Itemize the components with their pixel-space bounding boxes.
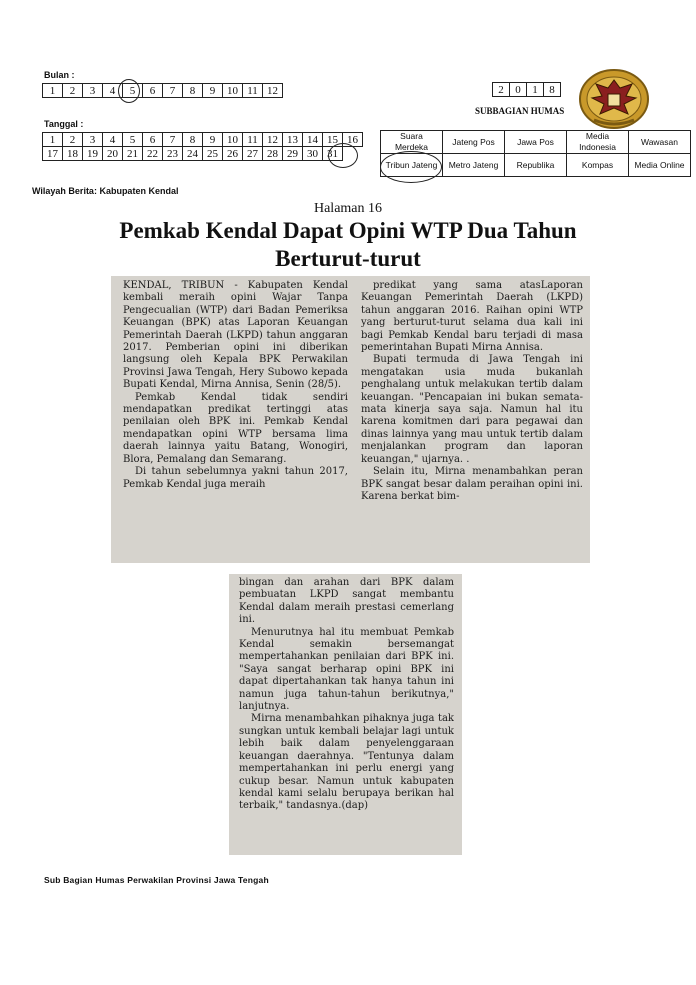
grid-cell: 31 bbox=[323, 147, 343, 161]
grid-cell: 25 bbox=[203, 147, 223, 161]
grid-cell: 4 bbox=[103, 84, 123, 98]
grid-cell: 12 bbox=[263, 133, 283, 147]
footer-text: Sub Bagian Humas Perwakilan Provinsi Jawa Tengah bbox=[44, 875, 269, 885]
grid-cell: 11 bbox=[243, 133, 263, 147]
article-title-line1: Pemkab Kendal Dapat Opini WTP Dua Tahun bbox=[119, 218, 577, 243]
grid-cell: 1 bbox=[527, 83, 544, 97]
grid-cell: 2 bbox=[63, 84, 83, 98]
grid-cell: 2 bbox=[63, 133, 83, 147]
year-grid bbox=[492, 82, 561, 97]
grid-cell: 14 bbox=[303, 133, 323, 147]
grid-cell: 8 bbox=[544, 83, 561, 97]
grid-cell: 11 bbox=[243, 84, 263, 98]
media-republika: Republika bbox=[505, 154, 567, 177]
grid-cell: 3 bbox=[83, 84, 103, 98]
grid-cell: 16 bbox=[343, 133, 363, 147]
grid-cell: 7 bbox=[163, 133, 183, 147]
article-paragraph: KENDAL, TRIBUN - Kabupaten Kendal kembali meraih opini Wajar Tanpa Pengecualian (WTP) dari Badan Pemeriksa Keuangan (BPK) atas Laporan Keuangan Pemerintah Daerah (LKPD) tahun anggaran 2017. Pemberian opini ini diberikan langsung oleh Kepala BPK Perwakilan Provinsi Jawa Tengah, Hery Subowo kepada Bupati Kendal, Mirna Annisa, Senin (28/5). bbox=[123, 280, 348, 391]
article-title-line2: Berturut-turut bbox=[275, 246, 421, 271]
grid-cell: 3 bbox=[83, 133, 103, 147]
bulan-label: Bulan : bbox=[44, 70, 75, 80]
selected-media-circle bbox=[380, 151, 442, 183]
days-grid bbox=[42, 132, 363, 161]
media-kompas: Kompas bbox=[567, 154, 629, 177]
months-grid bbox=[42, 83, 283, 98]
grid-cell: 1 bbox=[43, 133, 63, 147]
media-jawa-pos: Jawa Pos bbox=[505, 131, 567, 154]
article-paragraph: Menurutnya hal itu membuat Pemkab Kendal semakin bersemangat mempertahankan penilaian dari BPK ini. "Saya sangat berharap opini BPK ini dapat dipertahankan tak hanya tahun ini namun juga tahun-tahun berikutnya," lanjutnya. bbox=[239, 626, 454, 713]
selected-day-circle bbox=[328, 143, 358, 168]
grid-cell: 18 bbox=[63, 147, 83, 161]
grid-cell: 9 bbox=[203, 84, 223, 98]
media-suara-merdeka: Suara Merdeka bbox=[381, 131, 443, 154]
article-paragraph: Pemkab Kendal tidak sendiri mendapatkan predikat tertinggi atas penilaian oleh BPK ini. Pemkab Kendal mendapatkan opini WTP bersama lima daerah lainnya yaitu Batang, Wonogiri, Blora, Pemalang dan Semarang. bbox=[123, 391, 348, 465]
article-paragraph: Bupati termuda di Jawa Tengah ini mengatakan usia muda bukanlah penghalang untuk melakukan tertib dalam keuangan. "Pencapaian ini bukan semata-mata kinerja saya saja. Namun hal itu karena komitmen dari para pegawai dan dinas lainnya yang mau untuk tertib dalam menjalankan program dan laporan keuangan," ujarnya. . bbox=[361, 354, 583, 465]
page-number: Halaman 16 bbox=[313, 201, 383, 216]
article-clipping-bottom bbox=[229, 574, 462, 855]
grid-cell: 8 bbox=[183, 84, 203, 98]
grid-cell: 26 bbox=[223, 147, 243, 161]
grid-cell: 1 bbox=[43, 84, 63, 98]
media-metro-jateng: Metro Jateng bbox=[443, 154, 505, 177]
grid-cell: 20 bbox=[103, 147, 123, 161]
grid-cell: 19 bbox=[83, 147, 103, 161]
grid-cell: 7 bbox=[163, 84, 183, 98]
grid-cell: 27 bbox=[243, 147, 263, 161]
article-paragraph: Di tahun sebelumnya yakni tahun 2017, Pemkab Kendal juga meraih bbox=[123, 466, 348, 490]
grid-cell: 10 bbox=[223, 133, 243, 147]
grid-cell: 17 bbox=[43, 147, 63, 161]
grid-cell: 13 bbox=[283, 133, 303, 147]
grid-cell: 24 bbox=[183, 147, 203, 161]
grid-cell: 15 bbox=[323, 133, 343, 147]
grid-cell: 6 bbox=[143, 84, 163, 98]
article-column-3 bbox=[239, 577, 454, 813]
article-column-2 bbox=[361, 280, 583, 503]
grid-cell: 21 bbox=[123, 147, 143, 161]
subbagian-label: SUBBAGIAN HUMAS bbox=[475, 106, 565, 116]
grid-cell: 2 bbox=[493, 83, 510, 97]
media-wawasan: Wawasan bbox=[629, 131, 691, 154]
article-paragraph: Selain itu, Mirna menambahkan peran BPK sangat besar dalam peraihan opini ini. Karena berkat bim- bbox=[361, 466, 583, 502]
tanggal-label: Tanggal : bbox=[44, 119, 84, 129]
media-tribun-jateng: Tribun Jateng bbox=[381, 154, 443, 177]
article-clipping-top bbox=[111, 276, 590, 563]
garuda-emblem-icon bbox=[578, 68, 650, 130]
grid-cell: 0 bbox=[510, 83, 527, 97]
article-paragraph: Mirna menambahkan pihaknya juga tak sungkan untuk kembali belajar lagi untuk lebih baik dalam penyelenggaraan keuangan daerahnya. "Tentunya dalam mempertahankan ini perlu energi yang cukup besar. Namun untuk kabupaten kendal kami selalu berupaya berikan hal terbaik," tandasnya.(dap) bbox=[239, 713, 454, 812]
article-paragraph: predikat yang sama atasLaporan Keuangan Pemerintah Daerah (LKPD) tahun anggaran 2016. Raihan opini WTP yang berturut-turut selama dua kali ini bagi Pemkab Kendal baru terjadi di masa pemerintahan Bupati Mirna Annisa. bbox=[361, 280, 583, 354]
grid-cell: 23 bbox=[163, 147, 183, 161]
grid-cell: 28 bbox=[263, 147, 283, 161]
grid-cell: 12 bbox=[263, 84, 283, 98]
grid-cell: 5 bbox=[123, 84, 143, 98]
grid-cell: 22 bbox=[143, 147, 163, 161]
grid-cell: 9 bbox=[203, 133, 223, 147]
grid-cell: 8 bbox=[183, 133, 203, 147]
media-media-indonesia: Media Indonesia bbox=[567, 131, 629, 154]
grid-cell: 4 bbox=[103, 133, 123, 147]
grid-cell: 6 bbox=[143, 133, 163, 147]
selected-month-circle bbox=[118, 79, 140, 103]
article-column-1 bbox=[123, 280, 348, 491]
wilayah-berita: Wilayah Berita: Kabupaten Kendal bbox=[32, 186, 179, 196]
media-jateng-pos: Jateng Pos bbox=[443, 131, 505, 154]
grid-cell: 30 bbox=[303, 147, 323, 161]
grid-cell: 10 bbox=[223, 84, 243, 98]
media-media-online: Media Online bbox=[629, 154, 691, 177]
grid-cell: 29 bbox=[283, 147, 303, 161]
grid-cell: 5 bbox=[123, 133, 143, 147]
article-paragraph: bingan dan arahan dari BPK dalam pembuatan LKPD sangat membantu Kendal dalam meraih prestasi cemerlang ini. bbox=[239, 577, 454, 626]
